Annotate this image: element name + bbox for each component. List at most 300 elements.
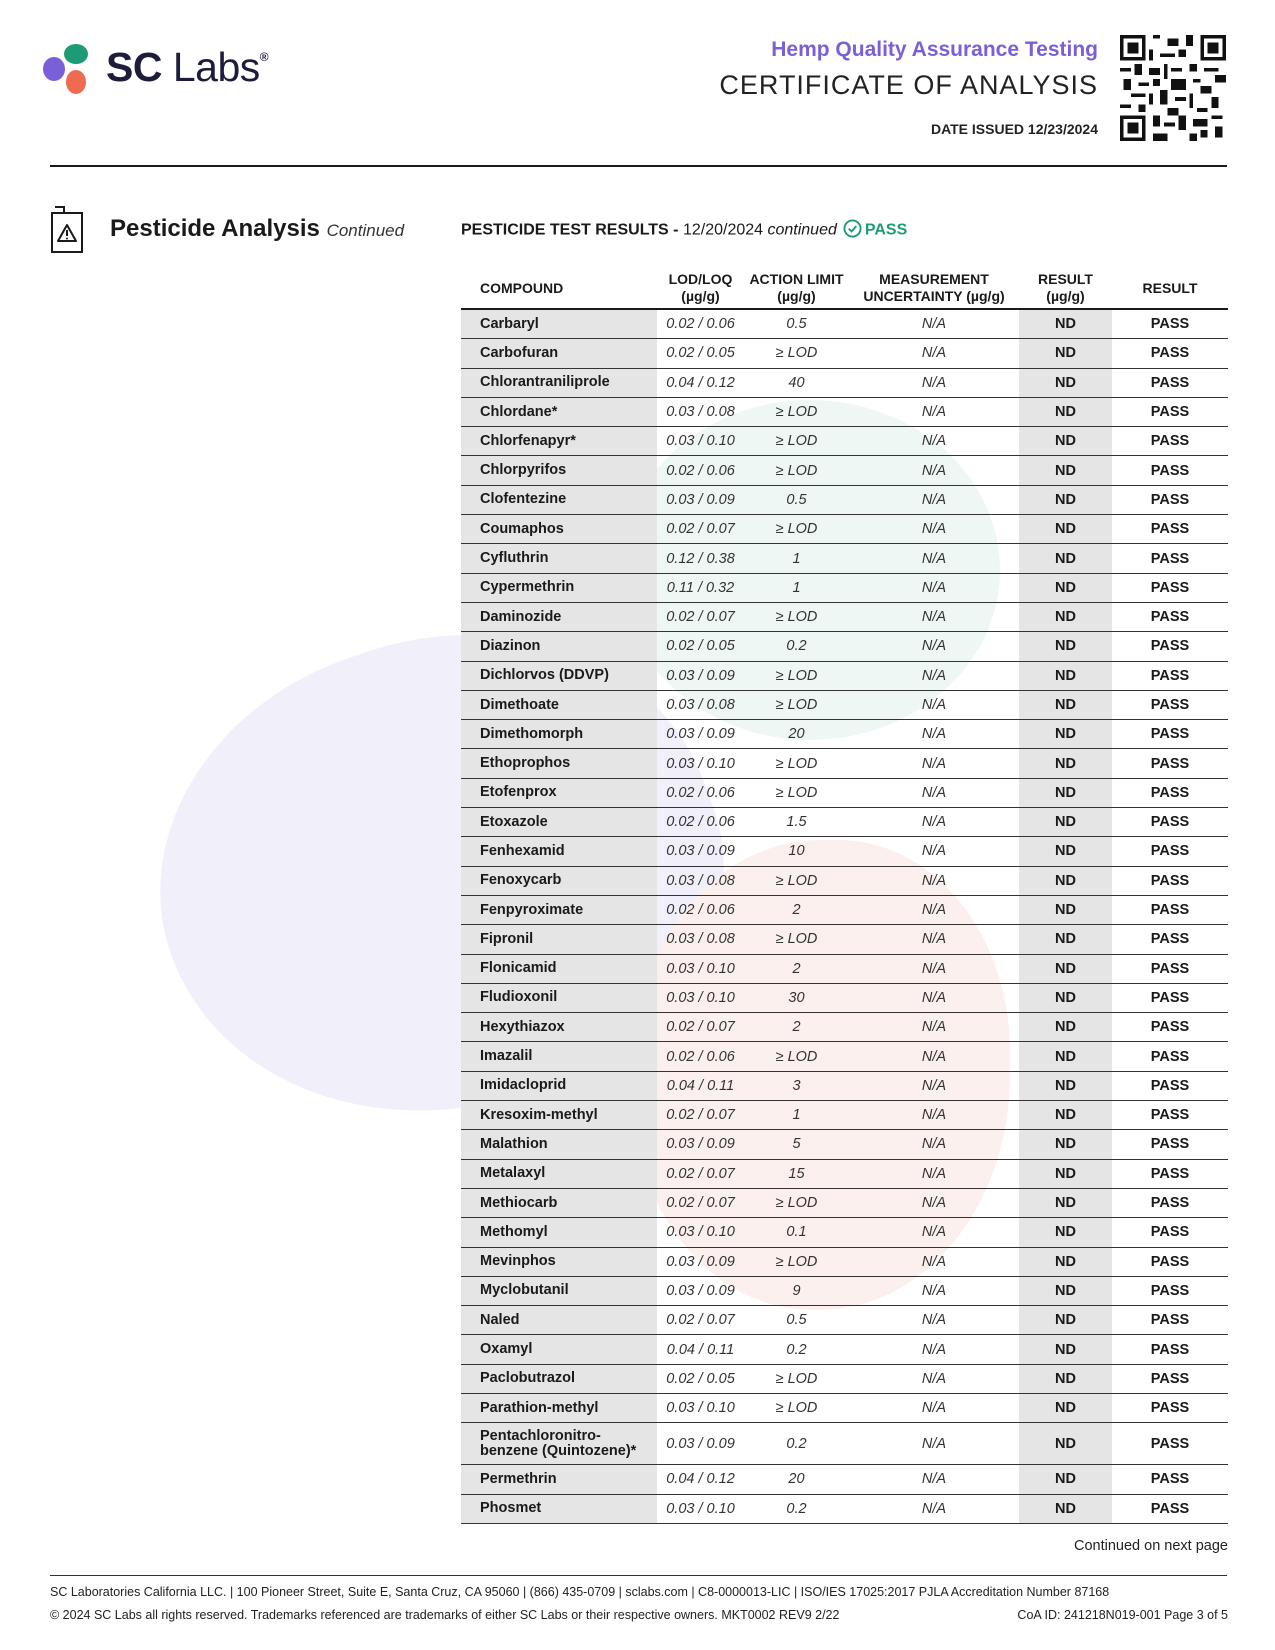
table-row xyxy=(461,1465,1228,1494)
lod-loq-cell: 0.02 / 0.06 xyxy=(666,462,735,479)
result-value-cell: ND xyxy=(1019,515,1112,543)
uncertainty-cell: N/A xyxy=(921,491,947,508)
result-value-cell: ND xyxy=(1019,1130,1112,1158)
lod-loq-cell: 0.03 / 0.10 xyxy=(666,433,735,450)
col-compound: COMPOUND xyxy=(480,279,564,296)
table-row xyxy=(461,603,1228,632)
result-value-cell: ND xyxy=(1019,1394,1112,1422)
action-limit-cell: ≥ LOD xyxy=(775,1400,818,1417)
table-row xyxy=(461,1277,1228,1306)
results-header: PESTICIDE TEST RESULTS - 12/20/2024 continued PASS xyxy=(461,221,907,240)
uncertainty-cell: N/A xyxy=(921,374,947,391)
uncertainty-cell: N/A xyxy=(921,667,947,684)
action-limit-cell: 20 xyxy=(788,726,805,743)
result-value-cell: ND xyxy=(1019,749,1112,777)
result-value-cell: ND xyxy=(1019,925,1112,953)
compound-cell: Etofenprox xyxy=(461,779,657,807)
result-value-cell: ND xyxy=(1019,1423,1112,1464)
uncertainty-cell: N/A xyxy=(921,1312,947,1329)
lod-loq-cell: 0.03 / 0.10 xyxy=(666,1500,735,1517)
action-limit-cell: 5 xyxy=(792,1136,801,1153)
compound-cell: Diazinon xyxy=(461,632,657,660)
uncertainty-cell: N/A xyxy=(921,1107,947,1124)
action-limit-cell: ≥ LOD xyxy=(775,404,818,421)
lod-loq-cell: 0.02 / 0.05 xyxy=(666,345,735,362)
compound-cell: Etoxazole xyxy=(461,808,657,836)
uncertainty-cell: N/A xyxy=(921,433,947,450)
result-value-cell: ND xyxy=(1019,691,1112,719)
result-value-cell: ND xyxy=(1019,456,1112,484)
compound-cell: Dichlorvos (DDVP) xyxy=(461,662,657,690)
col-result-status: RESULT xyxy=(1142,279,1198,296)
uncertainty-cell: N/A xyxy=(921,1341,947,1358)
action-limit-cell: 30 xyxy=(788,989,805,1006)
result-status-cell: PASS xyxy=(1150,550,1190,567)
action-limit-cell: ≥ LOD xyxy=(775,433,818,450)
table-row xyxy=(461,339,1228,368)
lod-loq-cell: 0.03 / 0.09 xyxy=(666,667,735,684)
col-result-value: RESULT (µg/g) xyxy=(1038,271,1093,304)
table-row xyxy=(461,662,1228,691)
compound-cell: Imazalil xyxy=(461,1042,657,1070)
uncertainty-cell: N/A xyxy=(921,902,947,919)
lod-loq-cell: 0.03 / 0.10 xyxy=(666,1400,735,1417)
table-row xyxy=(461,1189,1228,1218)
uncertainty-cell: N/A xyxy=(921,1370,947,1387)
lod-loq-cell: 0.02 / 0.07 xyxy=(666,1312,735,1329)
uncertainty-cell: N/A xyxy=(921,697,947,713)
pass-check-icon xyxy=(843,219,862,238)
footer-company-info: SC Laboratories California LLC. | 100 Pioneer Street, Suite E, Santa Cruz, CA 95060 | (866) 435-0709 | sclabs.com | C8-0000013-LIC | ISO/IES 17025:2017 PJLA Accreditation Number 87168 xyxy=(50,1585,1110,1599)
lod-loq-cell: 0.03 / 0.09 xyxy=(666,843,735,860)
action-limit-cell: 3 xyxy=(792,1077,801,1094)
result-status-cell: PASS xyxy=(1150,1136,1190,1153)
footer-copyright: © 2024 SC Labs all rights reserved. Trademarks referenced are trademarks of either SC Labs or their respective owners. MKT0002 REV9 2/22 xyxy=(50,1608,840,1622)
result-value-cell: ND xyxy=(1019,427,1112,455)
sc-labs-logo-icon xyxy=(42,42,98,98)
table-row xyxy=(461,779,1228,808)
uncertainty-cell: N/A xyxy=(921,1471,947,1488)
compound-cell: Fenoxycarb xyxy=(461,867,657,895)
lod-loq-cell: 0.03 / 0.09 xyxy=(666,1282,735,1299)
table-row xyxy=(461,369,1228,398)
result-status-cell: PASS xyxy=(1150,1400,1190,1417)
action-limit-cell: ≥ LOD xyxy=(775,697,818,713)
result-status-cell: PASS xyxy=(1150,872,1190,889)
result-status-cell: PASS xyxy=(1150,814,1190,831)
uncertainty-cell: N/A xyxy=(921,843,947,860)
result-value-cell: ND xyxy=(1019,1160,1112,1188)
table-row xyxy=(461,984,1228,1013)
compound-cell: Paclobutrazol xyxy=(461,1365,657,1393)
lod-loq-cell: 0.03 / 0.09 xyxy=(666,1136,735,1153)
table-row xyxy=(461,1101,1228,1130)
action-limit-cell: ≥ LOD xyxy=(775,1048,818,1065)
logo-wordmark: SC Labs® xyxy=(106,44,269,90)
compound-cell: Chlorfenapyr* xyxy=(461,427,657,455)
table-row xyxy=(461,1423,1228,1465)
uncertainty-cell: N/A xyxy=(921,726,947,743)
action-limit-cell: ≥ LOD xyxy=(775,1253,818,1270)
table-row xyxy=(461,867,1228,896)
result-status-cell: PASS xyxy=(1150,931,1190,948)
table-row xyxy=(461,1335,1228,1364)
table-row xyxy=(461,427,1228,456)
compound-cell: Dimethomorph xyxy=(461,720,657,748)
uncertainty-cell: N/A xyxy=(921,1136,947,1153)
lod-loq-cell: 0.04 / 0.12 xyxy=(666,1471,735,1488)
qr-code-icon xyxy=(1120,35,1226,141)
table-row xyxy=(461,749,1228,778)
result-value-cell: ND xyxy=(1019,1495,1112,1523)
uncertainty-cell: N/A xyxy=(921,609,947,626)
compound-cell: Carbofuran xyxy=(461,339,657,367)
table-row xyxy=(461,1160,1228,1189)
action-limit-cell: 1 xyxy=(792,579,801,596)
lod-loq-cell: 0.02 / 0.06 xyxy=(666,784,735,801)
result-status-cell: PASS xyxy=(1150,316,1190,333)
compound-cell: Methiocarb xyxy=(461,1189,657,1217)
uncertainty-cell: N/A xyxy=(921,960,947,977)
date-issued: DATE ISSUED 12/23/2024 xyxy=(930,121,1098,137)
lod-loq-cell: 0.03 / 0.08 xyxy=(666,404,735,421)
uncertainty-cell: N/A xyxy=(921,1165,947,1182)
result-status-cell: PASS xyxy=(1150,1195,1190,1212)
compound-cell: Oxamyl xyxy=(461,1335,657,1363)
lod-loq-cell: 0.03 / 0.10 xyxy=(666,989,735,1006)
action-limit-cell: 40 xyxy=(788,374,805,391)
action-limit-cell: 2 xyxy=(792,902,801,919)
lod-loq-cell: 0.02 / 0.07 xyxy=(666,1195,735,1212)
action-limit-cell: ≥ LOD xyxy=(775,521,818,538)
compound-cell: Imidacloprid xyxy=(461,1072,657,1100)
result-status-cell: PASS xyxy=(1150,579,1190,596)
lod-loq-cell: 0.02 / 0.07 xyxy=(666,609,735,626)
result-status-cell: PASS xyxy=(1150,667,1190,684)
result-status-cell: PASS xyxy=(1150,462,1190,479)
result-value-cell: ND xyxy=(1019,1189,1112,1217)
result-value-cell: ND xyxy=(1019,398,1112,426)
lod-loq-cell: 0.11 / 0.32 xyxy=(666,579,735,596)
action-limit-cell: 2 xyxy=(792,1019,801,1036)
compound-cell: Chlordane* xyxy=(461,398,657,426)
result-value-cell: ND xyxy=(1019,369,1112,397)
compound-cell: Malathion xyxy=(461,1130,657,1158)
result-value-cell: ND xyxy=(1019,808,1112,836)
uncertainty-cell: N/A xyxy=(921,579,947,596)
uncertainty-cell: N/A xyxy=(921,784,947,801)
result-value-cell: ND xyxy=(1019,1365,1112,1393)
uncertainty-cell: N/A xyxy=(921,931,947,948)
action-limit-cell: ≥ LOD xyxy=(775,462,818,479)
compound-cell: Daminozide xyxy=(461,603,657,631)
table-row xyxy=(461,1248,1228,1277)
result-status-cell: PASS xyxy=(1150,1341,1190,1358)
table-row xyxy=(461,1218,1228,1247)
result-value-cell: ND xyxy=(1019,486,1112,514)
action-limit-cell: ≥ LOD xyxy=(775,872,818,889)
result-status-cell: PASS xyxy=(1150,1077,1190,1094)
result-value-cell: ND xyxy=(1019,720,1112,748)
col-measurement-uncertainty: MEASUREMENT UNCERTAINTY (µg/g) xyxy=(863,271,1005,304)
lod-loq-cell: 0.03 / 0.08 xyxy=(666,697,735,713)
action-limit-cell: 1 xyxy=(792,550,801,567)
lod-loq-cell: 0.02 / 0.07 xyxy=(666,521,735,538)
result-status-cell: PASS xyxy=(1150,609,1190,626)
result-value-cell: ND xyxy=(1019,310,1112,338)
result-status-cell: PASS xyxy=(1150,1370,1190,1387)
compound-cell: Metalaxyl xyxy=(461,1160,657,1188)
action-limit-cell: 20 xyxy=(788,1471,805,1488)
table-row xyxy=(461,1306,1228,1335)
action-limit-cell: 15 xyxy=(788,1165,805,1182)
action-limit-cell: 0.5 xyxy=(786,316,807,333)
uncertainty-cell: N/A xyxy=(921,345,947,362)
uncertainty-cell: N/A xyxy=(921,1224,947,1241)
uncertainty-cell: N/A xyxy=(921,404,947,421)
uncertainty-cell: N/A xyxy=(921,550,947,567)
table-row xyxy=(461,1365,1228,1394)
uncertainty-cell: N/A xyxy=(921,872,947,889)
section-title: Pesticide Analysis Continued xyxy=(110,215,405,242)
lod-loq-cell: 0.03 / 0.09 xyxy=(666,491,735,508)
pesticide-results-table xyxy=(461,268,1228,1524)
result-value-cell: ND xyxy=(1019,544,1112,572)
compound-cell: Chlorantraniliprole xyxy=(461,369,657,397)
table-row xyxy=(461,515,1228,544)
result-value-cell: ND xyxy=(1019,1306,1112,1334)
uncertainty-cell: N/A xyxy=(921,989,947,1006)
result-value-cell: ND xyxy=(1019,603,1112,631)
result-value-cell: ND xyxy=(1019,1101,1112,1129)
table-row xyxy=(461,837,1228,866)
result-status-cell: PASS xyxy=(1150,404,1190,421)
compound-cell: Fenhexamid xyxy=(461,837,657,865)
compound-cell: Carbaryl xyxy=(461,310,657,338)
compound-cell: Fipronil xyxy=(461,925,657,953)
result-value-cell: ND xyxy=(1019,1072,1112,1100)
uncertainty-cell: N/A xyxy=(921,1195,947,1212)
table-row xyxy=(461,691,1228,720)
lod-loq-cell: 0.02 / 0.07 xyxy=(666,1165,735,1182)
lod-loq-cell: 0.04 / 0.12 xyxy=(666,374,735,391)
action-limit-cell: 1 xyxy=(792,1107,801,1124)
table-row xyxy=(461,1042,1228,1071)
result-value-cell: ND xyxy=(1019,896,1112,924)
compound-cell: Chlorpyrifos xyxy=(461,456,657,484)
uncertainty-cell: N/A xyxy=(921,1019,947,1036)
result-value-cell: ND xyxy=(1019,632,1112,660)
result-status-cell: PASS xyxy=(1150,843,1190,860)
result-value-cell: ND xyxy=(1019,1218,1112,1246)
table-row xyxy=(461,1394,1228,1423)
table-row xyxy=(461,544,1228,573)
lod-loq-cell: 0.02 / 0.07 xyxy=(666,1107,735,1124)
compound-cell: Methomyl xyxy=(461,1218,657,1246)
result-value-cell: ND xyxy=(1019,1042,1112,1070)
result-status-cell: PASS xyxy=(1150,1253,1190,1270)
result-value-cell: ND xyxy=(1019,779,1112,807)
table-row xyxy=(461,398,1228,427)
table-body xyxy=(461,310,1228,1524)
lod-loq-cell: 0.04 / 0.11 xyxy=(666,1077,735,1094)
result-status-cell: PASS xyxy=(1150,345,1190,362)
action-limit-cell: 9 xyxy=(792,1282,801,1299)
result-value-cell: ND xyxy=(1019,1013,1112,1041)
table-row xyxy=(461,456,1228,485)
table-row xyxy=(461,310,1228,339)
table-row xyxy=(461,574,1228,603)
compound-cell: Coumaphos xyxy=(461,515,657,543)
lod-loq-cell: 0.02 / 0.06 xyxy=(666,814,735,831)
result-status-cell: PASS xyxy=(1150,960,1190,977)
result-value-cell: ND xyxy=(1019,955,1112,983)
header-divider xyxy=(50,165,1227,167)
compound-cell: Flonicamid xyxy=(461,955,657,983)
lod-loq-cell: 0.03 / 0.10 xyxy=(666,755,735,772)
action-limit-cell: 0.2 xyxy=(786,1435,807,1452)
document-title: CERTIFICATE OF ANALYSIS xyxy=(719,70,1098,100)
result-status-cell: PASS xyxy=(1150,374,1190,391)
uncertainty-cell: N/A xyxy=(921,1500,947,1517)
header-subtitle: Hemp Quality Assurance Testing xyxy=(771,38,1098,61)
result-status-cell: PASS xyxy=(1150,784,1190,801)
compound-cell: Fludioxonil xyxy=(461,984,657,1012)
compound-cell: Pentachloronitro- benzene (Quintozene)* xyxy=(461,1423,657,1464)
result-value-cell: ND xyxy=(1019,574,1112,602)
uncertainty-cell: N/A xyxy=(921,1435,947,1452)
uncertainty-cell: N/A xyxy=(921,814,947,831)
uncertainty-cell: N/A xyxy=(921,1282,947,1299)
table-row xyxy=(461,808,1228,837)
compound-cell: Phosmet xyxy=(461,1495,657,1523)
result-status-cell: PASS xyxy=(1150,1224,1190,1241)
compound-cell: Mevinphos xyxy=(461,1248,657,1276)
result-status-cell: PASS xyxy=(1150,521,1190,538)
action-limit-cell: 0.2 xyxy=(786,1341,807,1358)
action-limit-cell: ≥ LOD xyxy=(775,1370,818,1387)
table-row xyxy=(461,720,1228,749)
col-lod-loq: LOD/LOQ (µg/g) xyxy=(668,271,733,304)
compound-cell: Cyfluthrin xyxy=(461,544,657,572)
table-row xyxy=(461,1495,1228,1524)
action-limit-cell: 0.5 xyxy=(786,1312,807,1329)
result-status-cell: PASS xyxy=(1150,697,1190,713)
result-status-cell: PASS xyxy=(1150,726,1190,743)
uncertainty-cell: N/A xyxy=(921,316,947,333)
result-value-cell: ND xyxy=(1019,1248,1112,1276)
result-status-cell: PASS xyxy=(1150,1312,1190,1329)
uncertainty-cell: N/A xyxy=(921,638,947,655)
action-limit-cell: ≥ LOD xyxy=(775,1195,818,1212)
action-limit-cell: ≥ LOD xyxy=(775,667,818,684)
result-status-cell: PASS xyxy=(1150,1471,1190,1488)
lod-loq-cell: 0.03 / 0.09 xyxy=(666,1435,735,1452)
pesticide-container-icon xyxy=(49,205,85,254)
result-value-cell: ND xyxy=(1019,984,1112,1012)
result-status-cell: PASS xyxy=(1150,902,1190,919)
uncertainty-cell: N/A xyxy=(921,1077,947,1094)
lod-loq-cell: 0.02 / 0.06 xyxy=(666,316,735,333)
action-limit-cell: 0.1 xyxy=(786,1224,807,1241)
action-limit-cell: ≥ LOD xyxy=(775,345,818,362)
result-value-cell: ND xyxy=(1019,867,1112,895)
result-status-cell: PASS xyxy=(1150,491,1190,508)
col-action-limit: ACTION LIMIT (µg/g) xyxy=(749,271,844,304)
uncertainty-cell: N/A xyxy=(921,521,947,538)
compound-cell: Ethoprophos xyxy=(461,749,657,777)
result-status-cell: PASS xyxy=(1150,1282,1190,1299)
result-value-cell: ND xyxy=(1019,662,1112,690)
result-status-cell: PASS xyxy=(1150,1165,1190,1182)
compound-cell: Cypermethrin xyxy=(461,574,657,602)
uncertainty-cell: N/A xyxy=(921,755,947,772)
lod-loq-cell: 0.03 / 0.10 xyxy=(666,1224,735,1241)
result-status-cell: PASS xyxy=(1150,638,1190,655)
result-status-cell: PASS xyxy=(1150,1048,1190,1065)
action-limit-cell: ≥ LOD xyxy=(775,784,818,801)
table-row xyxy=(461,486,1228,515)
lod-loq-cell: 0.02 / 0.05 xyxy=(666,1370,735,1387)
result-value-cell: ND xyxy=(1019,339,1112,367)
lod-loq-cell: 0.04 / 0.11 xyxy=(666,1341,735,1358)
compound-cell: Parathion-methyl xyxy=(461,1394,657,1422)
compound-cell: Clofentezine xyxy=(461,486,657,514)
compound-cell: Permethrin xyxy=(461,1465,657,1493)
lod-loq-cell: 0.02 / 0.05 xyxy=(666,638,735,655)
lod-loq-cell: 0.03 / 0.10 xyxy=(666,960,735,977)
lod-loq-cell: 0.02 / 0.06 xyxy=(666,902,735,919)
action-limit-cell: 2 xyxy=(792,960,801,977)
action-limit-cell: 0.2 xyxy=(786,1500,807,1517)
lod-loq-cell: 0.03 / 0.09 xyxy=(666,726,735,743)
compound-cell: Naled xyxy=(461,1306,657,1334)
result-value-cell: ND xyxy=(1019,1277,1112,1305)
uncertainty-cell: N/A xyxy=(921,1253,947,1270)
lod-loq-cell: 0.03 / 0.08 xyxy=(666,931,735,948)
lod-loq-cell: 0.03 / 0.09 xyxy=(666,1253,735,1270)
table-row xyxy=(461,632,1228,661)
action-limit-cell: 1.5 xyxy=(786,814,807,831)
result-status-cell: PASS xyxy=(1150,989,1190,1006)
result-value-cell: ND xyxy=(1019,1465,1112,1493)
result-value-cell: ND xyxy=(1019,1335,1112,1363)
lod-loq-cell: 0.02 / 0.06 xyxy=(666,1048,735,1065)
uncertainty-cell: N/A xyxy=(921,1400,947,1417)
result-status-cell: PASS xyxy=(1150,1435,1190,1452)
result-status-cell: PASS xyxy=(1150,1107,1190,1124)
table-header xyxy=(461,268,1228,310)
action-limit-cell: ≥ LOD xyxy=(775,931,818,948)
table-row xyxy=(461,955,1228,984)
action-limit-cell: 10 xyxy=(788,843,805,860)
table-row xyxy=(461,1013,1228,1042)
action-limit-cell: 0.5 xyxy=(786,491,807,508)
compound-cell: Myclobutanil xyxy=(461,1277,657,1305)
action-limit-cell: ≥ LOD xyxy=(775,609,818,626)
result-status-cell: PASS xyxy=(1150,755,1190,772)
table-row xyxy=(461,925,1228,954)
table-row xyxy=(461,896,1228,925)
lod-loq-cell: 0.02 / 0.07 xyxy=(666,1019,735,1036)
action-limit-cell: 0.2 xyxy=(786,638,807,655)
result-value-cell: ND xyxy=(1019,837,1112,865)
footer-coa-page: CoA ID: 241218N019-001 Page 3 of 5 xyxy=(1017,1608,1228,1622)
action-limit-cell: ≥ LOD xyxy=(775,755,818,772)
compound-cell: Hexythiazox xyxy=(461,1013,657,1041)
table-row xyxy=(461,1130,1228,1159)
result-status-cell: PASS xyxy=(1150,433,1190,450)
